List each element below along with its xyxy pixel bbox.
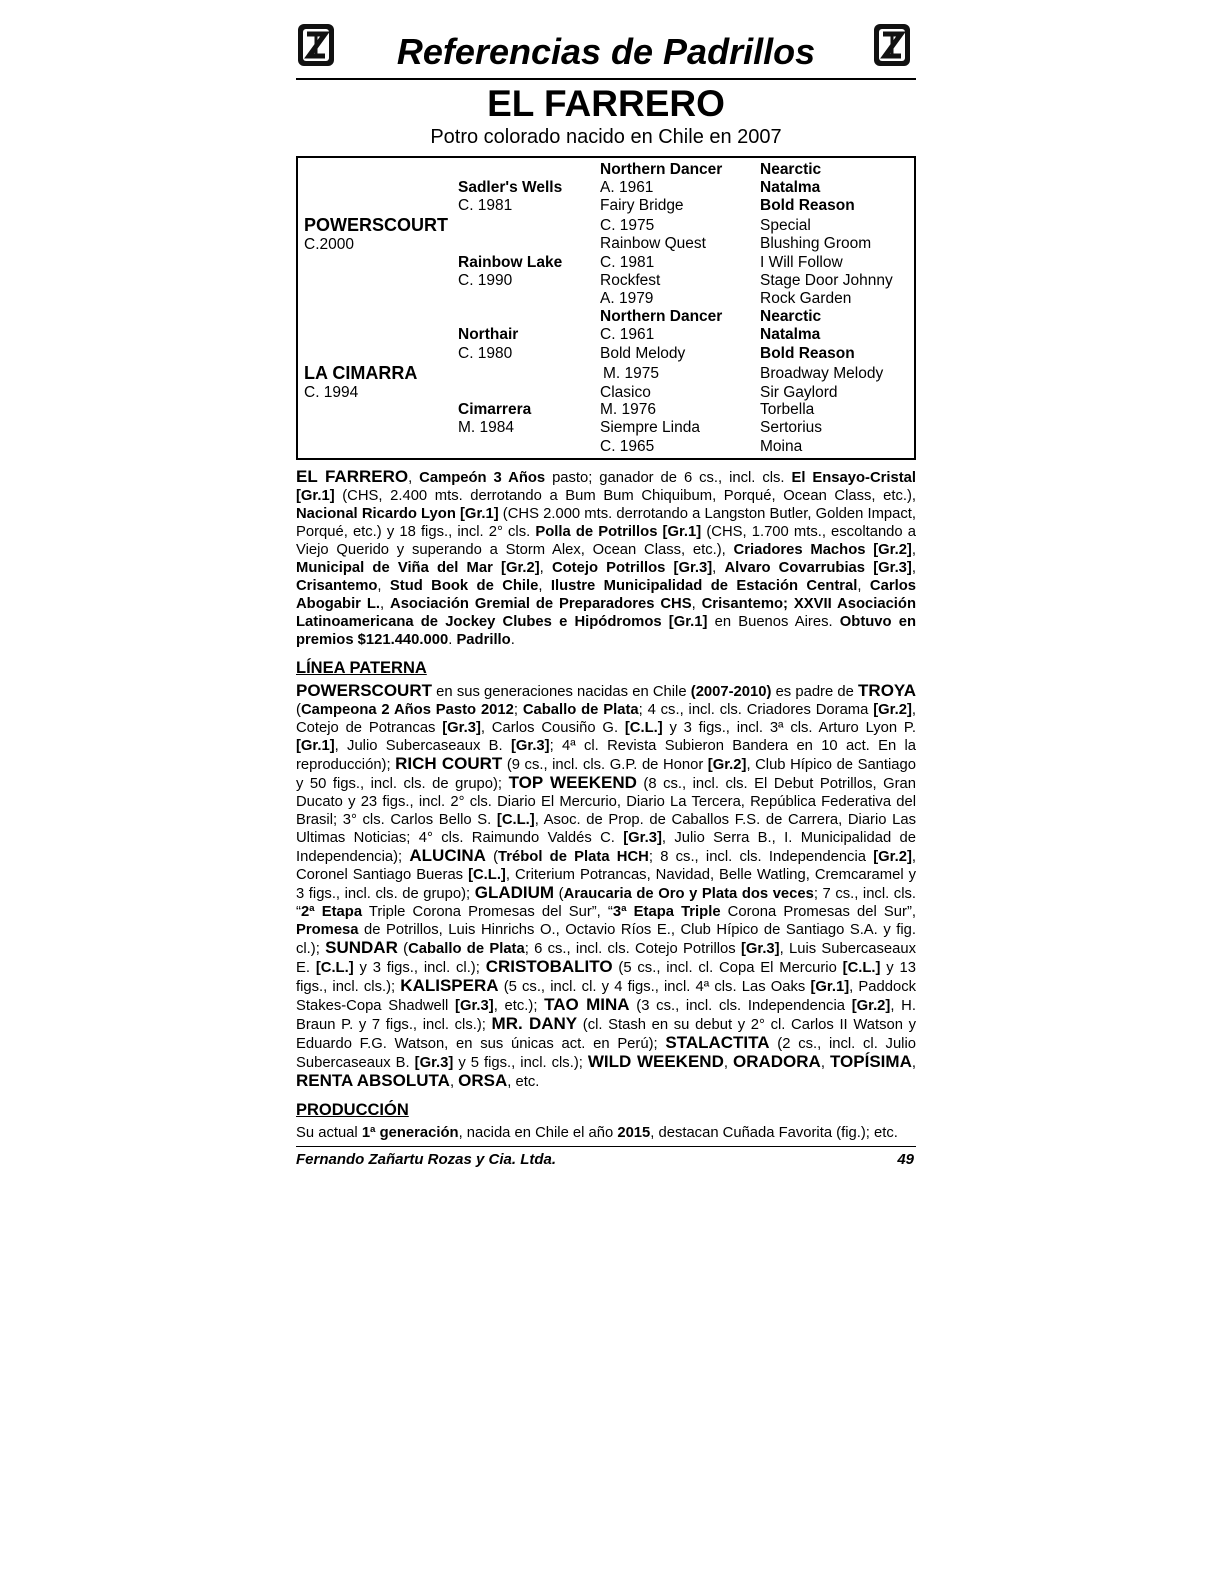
pedigree-dam-name: LA CIMARRA bbox=[304, 363, 418, 383]
pedigree-g4: Special bbox=[760, 217, 811, 234]
pedigree-g3-year: C. 1981 bbox=[600, 254, 655, 271]
pedigree-g4: Blushing Groom bbox=[760, 235, 872, 252]
pedigree-g3-year: C. 1965 bbox=[600, 438, 655, 455]
page-header bbox=[296, 20, 916, 80]
pedigree-g3-name: Rainbow Quest bbox=[600, 235, 706, 252]
pedigree-g4: Natalma bbox=[760, 326, 821, 343]
pedigree-g2-name: Sadler's Wells bbox=[458, 179, 563, 196]
document-page bbox=[296, 20, 916, 1173]
pedigree-g2-name: Cimarrera bbox=[458, 401, 532, 418]
pedigree-g4: Natalma bbox=[760, 179, 821, 196]
pedigree-g4: Moina bbox=[760, 438, 803, 455]
pedigree-g3-year: M. 1976 bbox=[600, 401, 657, 418]
pedigree-sire-year: C.2000 bbox=[304, 236, 354, 253]
pedigree-g4: Rock Garden bbox=[760, 290, 852, 307]
pedigree-g3-year: A. 1979 bbox=[600, 290, 654, 307]
pedigree-g2-year: C. 1990 bbox=[458, 272, 513, 289]
career-summary: EL FARRERO, Campeón 3 Años pasto; ganador de 6 cs., incl. cls. El Ensayo-Cristal [Gr.1] (CHS, 2.400 mts. derrotando a Bum Bum Chiquibum, Porqué, Ocean Class, etc.), Nacional Ricardo Lyon [Gr.1] (CHS 2.000 mts. derrotando a Langston Butler, Golden Impact, Porqué, etc.) y 18 figs., incl. 2° cls. Polla de Potrillos [Gr.1] (CHS, 1.700 mts., escoltando a Viejo Querido y superando a Storm Alex, Ocean Class, etc.), Criadores Machos [Gr.2], Municipal de Viña del Mar [Gr.2], Cotejo Potrillos [Gr.3], Alvaro Covarrubias [Gr.3], Crisantemo, Stud Book de Chile, Ilustre Municipalidad de Estación Central, Carlos Abogabir L., Asociación Gremial de Preparadores CHS, Crisantemo; XXVII Asociación Latinoamericana de Jockey Clubes e Hipódromos [Gr.1] en Buenos Aires. Obtuvo en premios $121.440.000. Padrillo. bbox=[296, 467, 917, 648]
pedigree-g4: Nearctic bbox=[760, 308, 822, 325]
horse-description: Potro colorado nacido en Chile en 2007 bbox=[430, 126, 782, 148]
pedigree-g4: I Will Follow bbox=[760, 254, 843, 271]
pedigree-g4: Broadway Melody bbox=[760, 365, 884, 382]
pedigree-g3-name: Bold Melody bbox=[600, 345, 686, 362]
pedigree-g4: Sertorius bbox=[760, 419, 823, 436]
logo-icon bbox=[872, 22, 912, 68]
footer-company: Fernando Zañartu Rozas y Cia. Ltda. bbox=[296, 1151, 557, 1168]
pedigree-g4: Sir Gaylord bbox=[760, 384, 838, 401]
horse-name: EL FARRERO bbox=[487, 83, 725, 124]
pedigree-g2-year: C. 1981 bbox=[458, 197, 513, 214]
pedigree-table bbox=[296, 156, 916, 460]
linea-paterna-text: POWERSCOURT en sus generaciones nacidas en Chile (2007-2010) es padre de TROYA (Campeona 2 Años Pasto 2012; Caballo de Plata; 4 cs., incl. cls. Criadores Dorama [Gr.2], Cotejo de Potrancas [Gr.3], Carlos Cousiño G. [C.L.] y 3 figs., incl. 3ª cls. Arturo Lyon P. [Gr.1], Julio Subercaseaux B. [Gr.3]; 4ª cl. Revista Subieron Bandera en 10 act. En la reproducción); RICH COURT (9 cs., incl. cls. G.P. de Honor [Gr.2], Club Hípico de Santiago y 50 figs., incl. cls. de grupo); TOP WEEKEND (8 cs., incl. cls. El Debut Potrillos, Gran Ducato y 23 figs., incl. 2° cls. Diario El Mercurio, Diario La Tercera, República Federativa del Brasil; 3° cls. Carlos Bello S. [C.L.], Asoc. de Prop. de Caballos F.S. de Carrera, Diario Las Ultimas Noticias; 4° cls. Raimundo Valdés C. [Gr.3], Julio Serra B., I. Municipalidad de Independencia); ALUCINA (Trébol de Plata HCH; 8 cs., incl. cls. Independencia [Gr.2], Coronel Santiago Bueras [C.L.], Criterium Potrancas, Navidad, Belle Watling, Cremcaramel y 3 figs., incl. cls. de grupo); GLADIUM (Araucaria de Oro y Plata dos veces; 7 cs., incl. cls. “2ª Etapa Triple Corona Promesas del Sur”, “3ª Etapa Triple Corona Promesas del Sur”, Promesa de Potrillos, Luis Hinrichs O., Octavio Ríos E., Club Hípico de Santiago S.A. y fig. cl.); SUNDAR (Caballo de Plata; 6 cs., incl. cls. Cotejo Potrillos [Gr.3], Luis Subercaseaux E. [C.L.] y 3 figs., incl. cl.); CRISTOBALITO (5 cs., incl. cl. Copa El Mercurio [C.L.] y 13 figs., incl. cls.); KALISPERA (5 cs., incl. cl. y 4 figs., incl. 4ª cls. Las Oaks [Gr.1], Paddock Stakes-Copa Shadwell [Gr.3], etc.); TAO MINA (3 cs., incl. cls. Independencia [Gr.2], H. Braun P. y 7 figs., incl. cls.); MR. DANY (cl. Stash en su debut y 2° cl. Carlos II Watson y Eduardo F.G. Watson, en sus únicas act. en Perú); STALACTITA (2 cs., incl. cl. Julio Subercaseaux B. [Gr.3] y 5 figs., incl. cls.); WILD WEEKEND, ORADORA, TOPÍSIMA, RENTA ABSOLUTA, ORSA, etc. bbox=[296, 681, 917, 1090]
pedigree-g3-name: Northern Dancer bbox=[600, 161, 723, 178]
pedigree-sire-name: POWERSCOURT bbox=[304, 215, 448, 235]
section-title-produccion: PRODUCCIÓN bbox=[296, 1101, 409, 1119]
section-title-linea-paterna: LÍNEA PATERNA bbox=[296, 659, 427, 677]
pedigree-g3-name: Siempre Linda bbox=[600, 419, 700, 436]
pedigree-g3-year: A. 1961 bbox=[600, 179, 654, 196]
pedigree-g3-name: Rockfest bbox=[600, 272, 661, 289]
pedigree-g4: Bold Reason bbox=[760, 197, 855, 214]
pedigree-g2-name: Rainbow Lake bbox=[458, 254, 563, 271]
pedigree-g3-name: Clasico bbox=[600, 384, 651, 401]
produccion-text: Su actual 1ª generación, nacida en Chile el año 2015, destacan Cuñada Favorita (fig.); etc. bbox=[296, 1125, 898, 1141]
pedigree-g3-name: Northern Dancer bbox=[600, 308, 723, 325]
page-number: 49 bbox=[897, 1151, 914, 1168]
pedigree-g2-name: Northair bbox=[458, 326, 519, 343]
pedigree-g4: Stage Door Johnny bbox=[760, 272, 893, 289]
pedigree-g2-year: M. 1984 bbox=[458, 419, 515, 436]
pedigree-g4: Torbella bbox=[760, 401, 815, 418]
pedigree-g2-year: C. 1980 bbox=[458, 345, 513, 362]
pedigree-g3-year: C. 1975 bbox=[600, 217, 655, 234]
pedigree-dam-year: C. 1994 bbox=[304, 384, 359, 401]
pedigree-g4: Nearctic bbox=[760, 161, 822, 178]
pedigree-g4: Bold Reason bbox=[760, 345, 855, 362]
page-header-title: Referencias de Padrillos bbox=[396, 31, 816, 72]
pedigree-g3-name: Fairy Bridge bbox=[600, 197, 684, 214]
pedigree-g3-year: M. 1975 bbox=[603, 365, 660, 382]
pedigree-g3-year: C. 1961 bbox=[600, 326, 655, 343]
page-footer bbox=[296, 1146, 916, 1173]
